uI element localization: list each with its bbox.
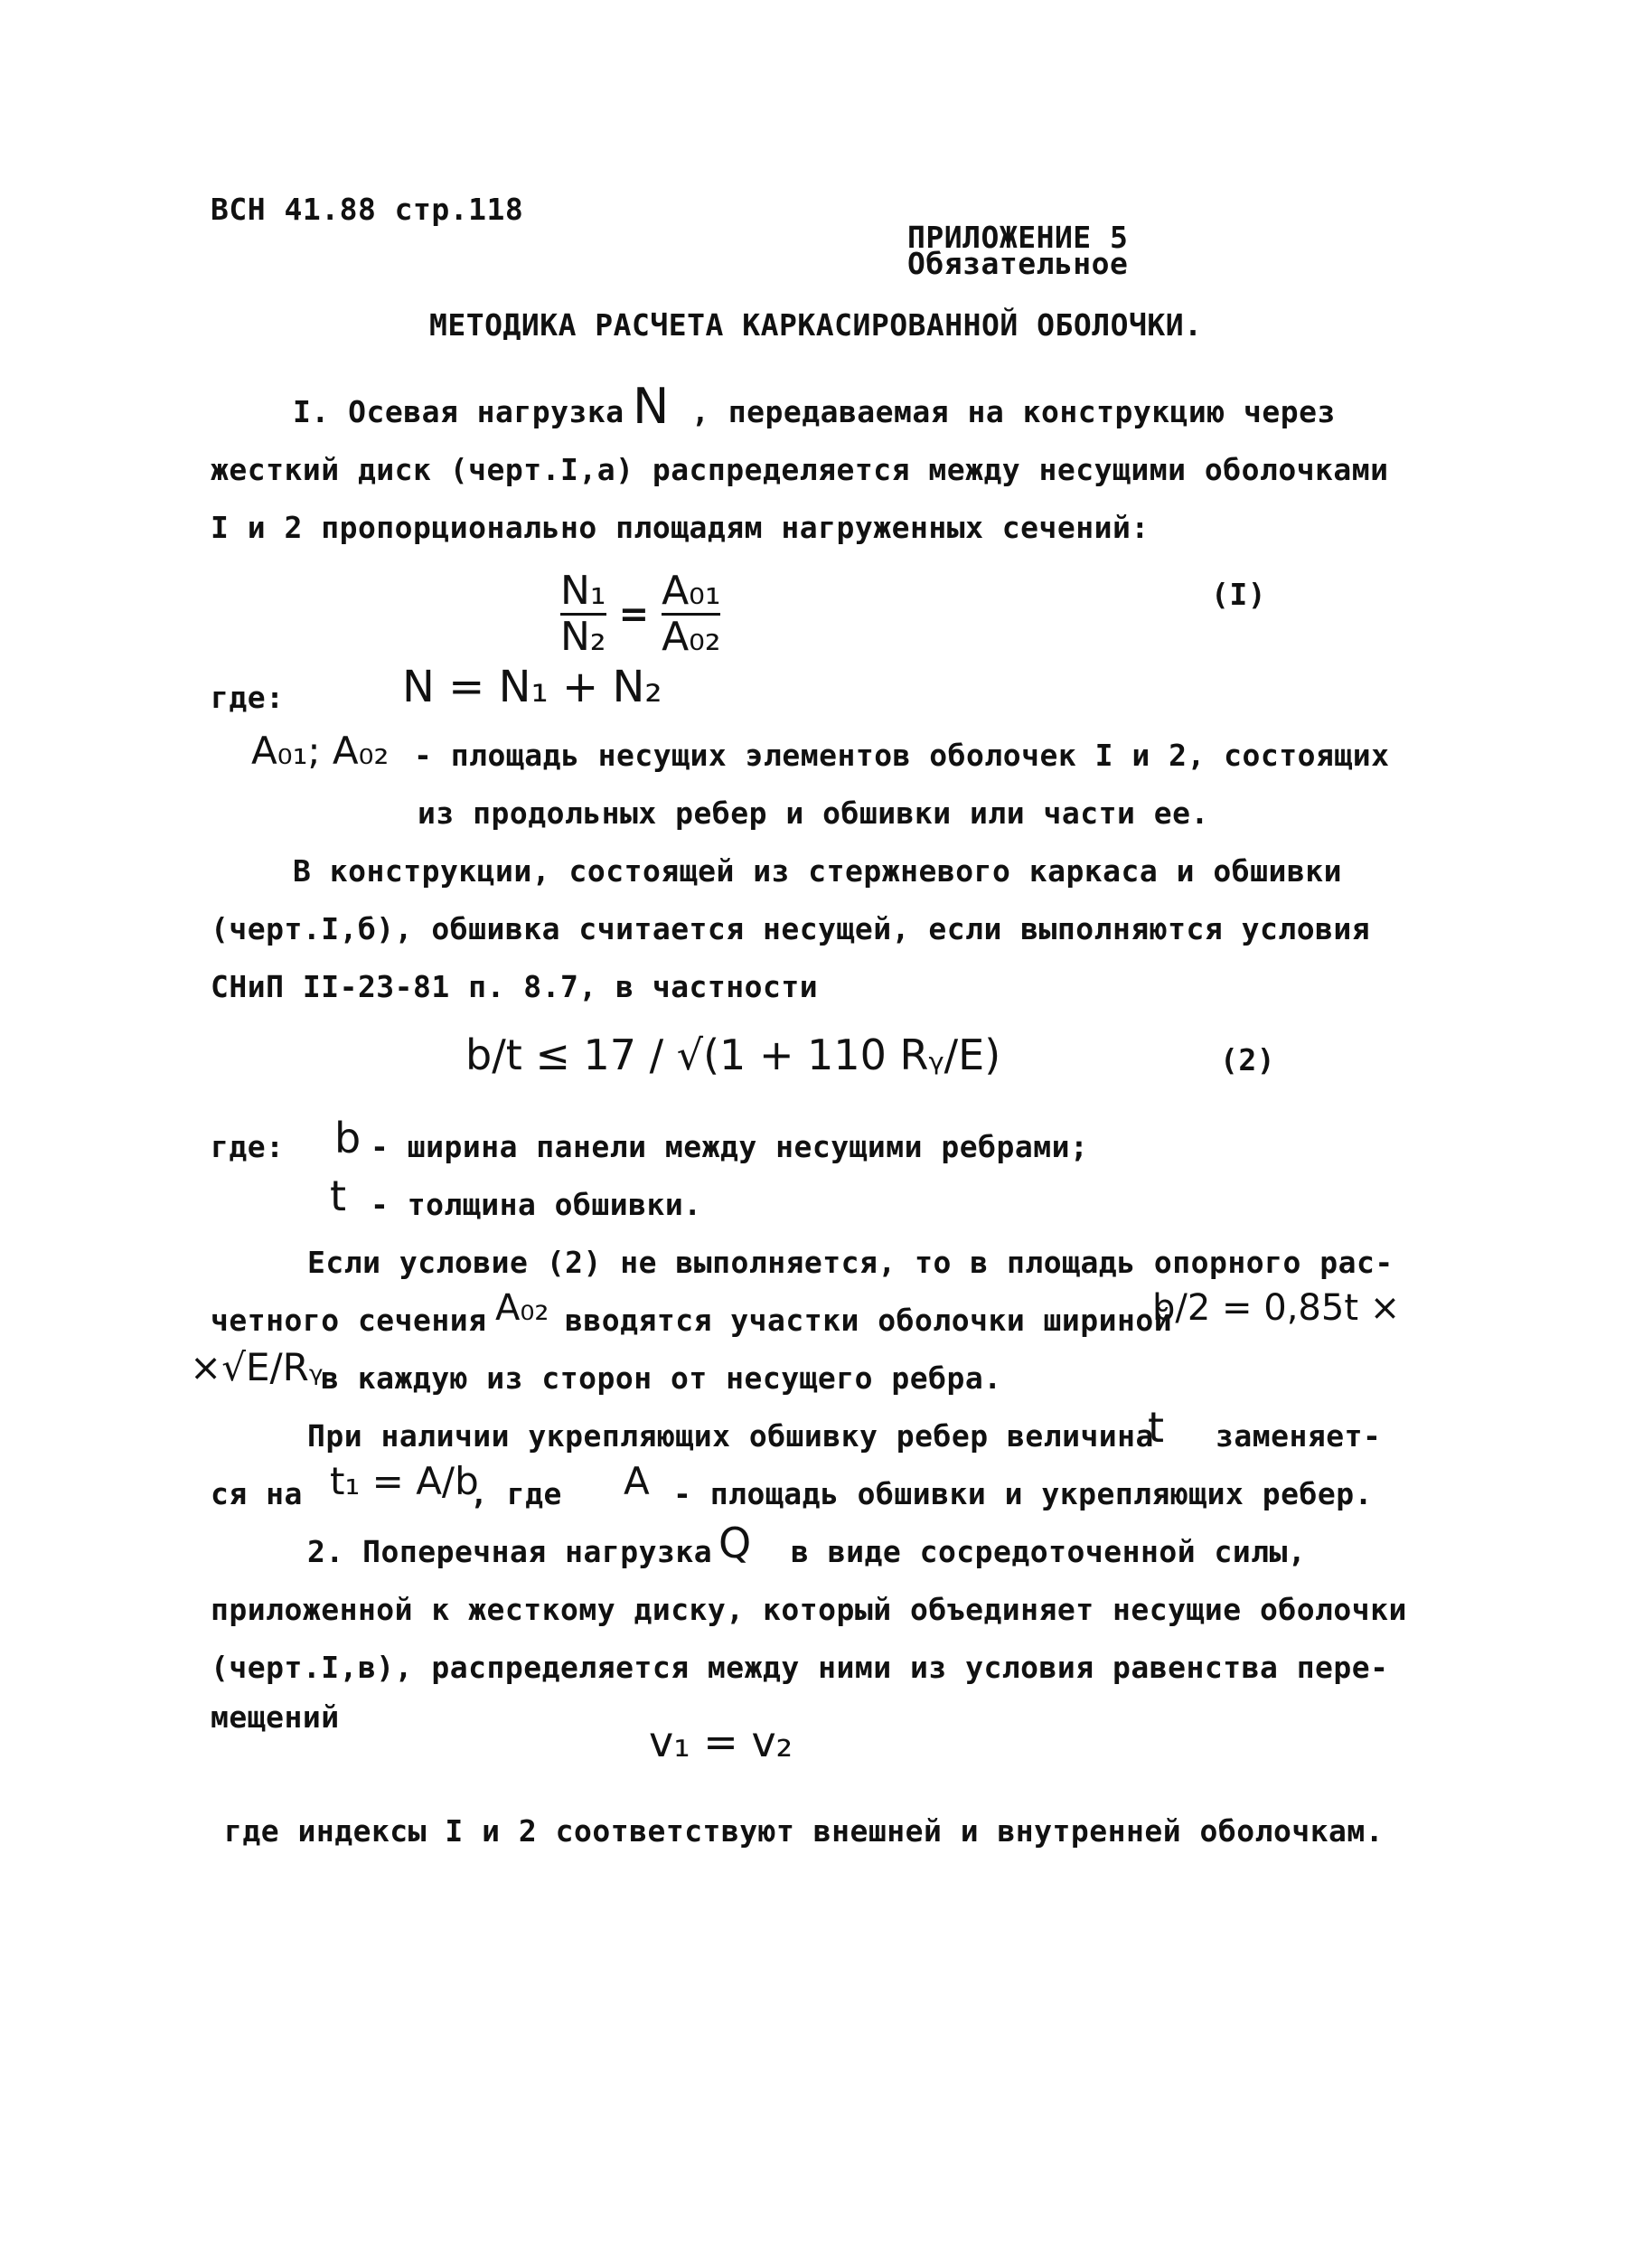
sqrt-E-Ry: ×√E/Rᵧ <box>190 1345 324 1389</box>
symbol-t-2: t <box>1148 1403 1165 1452</box>
p1-line1-end: , передаваемая на конструкцию через <box>691 394 1336 429</box>
p2-line2: (черт.I,б), обшивка считается несущей, если выполняются условия <box>211 911 1371 946</box>
p4-line1-start: При наличии укрепляющих обшивку ребер величина <box>307 1418 1154 1454</box>
sum-equation: N = N₁ + N₂ <box>402 662 662 712</box>
p4-line1-end: заменяет- <box>1216 1418 1382 1454</box>
symbol-Q: Q <box>718 1519 752 1567</box>
p4-line2-mid: , где <box>470 1476 562 1511</box>
p4-line2-start: ся на <box>211 1476 303 1511</box>
p3-line3: в каждую из сторон от несущего ребра. <box>321 1360 1002 1396</box>
equation-1 <box>560 569 720 659</box>
p3-line2-start: четного сечения <box>211 1303 487 1338</box>
width-formula: b/2 = 0,85t × <box>1152 1287 1401 1329</box>
symbol-t: t <box>330 1172 347 1220</box>
t-definition: - толщина обшивки. <box>371 1187 702 1222</box>
p1-line2: жесткий диск (черт.I,а) распределяется между несущими оболочками <box>211 452 1389 487</box>
eq1-r-denominator: A₀₂ <box>662 614 721 660</box>
eq1-equals: = <box>618 593 650 635</box>
symbol-b: b <box>334 1114 361 1162</box>
appendix-status: Обязательное <box>907 246 1129 281</box>
p5-line3: (черт.I,в), распределяется между ними из условия равенства пере- <box>211 1650 1389 1685</box>
equation-2-label: (2) <box>1220 1042 1276 1078</box>
appendix-number: ПРИЛОЖЕНИЕ 5 <box>907 220 1129 255</box>
eq1-denominator: N₂ <box>560 614 606 660</box>
eq1-left-fraction <box>560 569 606 659</box>
b-definition: - ширина панели между несущими ребрами; <box>371 1129 1089 1164</box>
closing-line: где индексы I и 2 соответствуют внешней и внутренней оболочкам. <box>224 1813 1385 1849</box>
p5-line2: приложенной к жесткому диску, который объединяет несущие оболочки <box>211 1592 1407 1627</box>
where-label-1: где: <box>211 680 285 715</box>
p4-line2-end: - площадь обшивки и укрепляющих ребер. <box>673 1476 1373 1511</box>
p5-line1-end: в виде сосредоточенной силы, <box>791 1534 1307 1569</box>
p3-line1: Если условие (2) не выполняется, то в площадь опорного рас- <box>307 1245 1394 1280</box>
symbol-A: A <box>624 1459 650 1503</box>
document-reference: ВСН 41.88 стр.118 <box>211 192 524 227</box>
p2-line1: В конструкции, состоящей из стержневого каркаса и обшивки <box>293 853 1342 889</box>
p5-line1-start: 2. Поперечная нагрузка <box>307 1534 713 1569</box>
p2-line3: СНиП II-23-81 п. 8.7, в частности <box>211 969 819 1004</box>
def1-line1: - площадь несущих элементов оболочек I и 2, состоящих <box>414 738 1390 773</box>
area-symbols: A₀₁; A₀₂ <box>251 729 390 773</box>
eq1-r-numerator: A₀₁ <box>662 568 721 614</box>
p1-line3: I и 2 пропорционально площадям нагруженных сечений: <box>211 510 1150 545</box>
equation-3: v₁ = v₂ <box>649 1717 793 1766</box>
where-label-2: где: <box>211 1129 285 1164</box>
p5-line4: мещений <box>211 1699 340 1735</box>
equation-1-label: (I) <box>1211 577 1267 612</box>
eq1-numerator: N₁ <box>560 568 606 614</box>
p3-line2-mid: вводятся участки оболочки шириной <box>565 1303 1173 1338</box>
t1-formula: t₁ = A/b <box>330 1459 479 1503</box>
eq1-right-fraction <box>662 569 720 659</box>
area-symbol-A02: A₀₂ <box>495 1287 549 1329</box>
p1-line1-start: I. Осевая нагрузка <box>293 394 624 429</box>
def1-line2: из продольных ребер и обшивки или части ее. <box>418 795 1209 831</box>
symbol-N: N <box>633 378 670 435</box>
equation-2: b/t ≤ 17 / √(1 + 110 Rᵧ/E) <box>465 1030 1001 1079</box>
page-title: МЕТОДИКА РАСЧЕТА КАРКАСИРОВАННОЙ ОБОЛОЧКИ. <box>429 307 1203 343</box>
